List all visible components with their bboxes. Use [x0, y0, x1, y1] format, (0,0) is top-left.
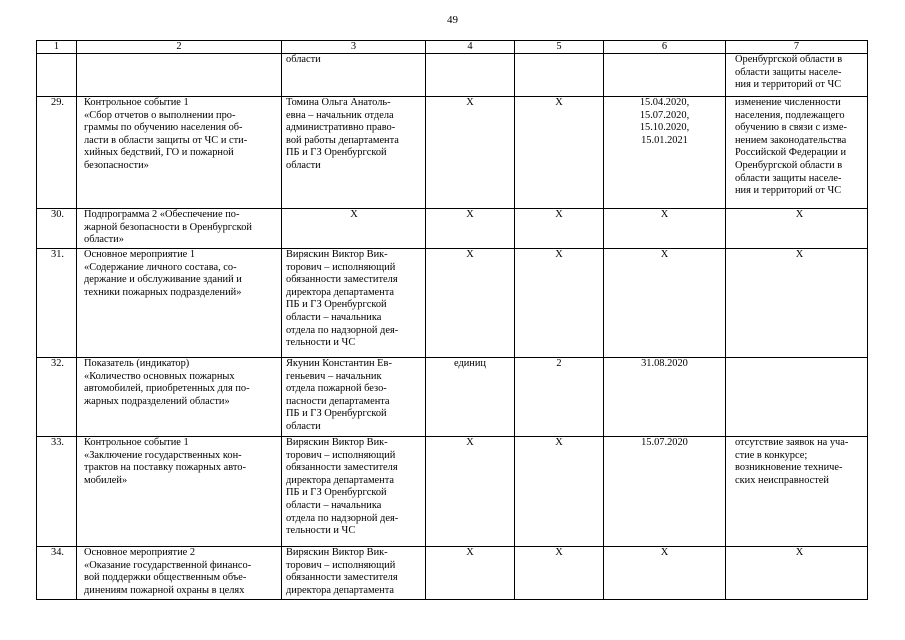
row-number: 34.: [37, 547, 77, 600]
row-number: [37, 54, 77, 97]
risk-cell: Х: [726, 547, 868, 600]
table-row: [37, 97, 868, 209]
header-cell: 7: [726, 41, 868, 54]
col4-cell: Х: [426, 249, 515, 358]
date-cell: 15.04.2020, 15.07.2020, 15.10.2020, 15.01.2021: [604, 97, 726, 209]
col5-cell: Х: [515, 209, 604, 249]
responsible-cell: Томина Ольга Анатоль- евна – начальник отдела административно право- вой работы департамента ПБ и ГЗ Оренбургской области: [282, 97, 426, 209]
page-number: 49: [447, 14, 458, 26]
col4-cell: Х: [426, 209, 515, 249]
date-cell: Х: [604, 547, 726, 600]
header-cell: 2: [77, 41, 282, 54]
description-cell: Контрольное событие 1 «Сбор отчетов о выполнении про- граммы по обучению населения об- ласти в области защиты от ЧС и сти- хийных бедствий, ГО и пожарной безопасности»: [77, 97, 282, 209]
col4-cell: Х: [426, 97, 515, 209]
responsible-cell: области: [282, 54, 426, 97]
description-cell: Контрольное событие 1 «Заключение государственных кон- трактов на поставку пожарных авто- мобилей»: [77, 437, 282, 547]
description-cell: Подпрограмма 2 «Обеспечение по- жарной безопасности в Оренбургской области»: [77, 209, 282, 249]
date-cell: [604, 54, 726, 97]
risk-cell: изменение численности населения, подлежащего обучению в связи с изме- нением законодательства Российской Федерации и Оренбургской области в области защиты населе- ния и территорий от ЧС: [726, 97, 868, 209]
header-cell: 3: [282, 41, 426, 54]
row-number: 29.: [37, 97, 77, 209]
row-number: 32.: [37, 358, 77, 437]
table-row: [37, 547, 868, 600]
header-cell: 6: [604, 41, 726, 54]
col5-cell: Х: [515, 97, 604, 209]
col5-cell: Х: [515, 437, 604, 547]
col5-cell: Х: [515, 547, 604, 600]
header-cell: 5: [515, 41, 604, 54]
risk-cell: Х: [726, 249, 868, 358]
date-cell: Х: [604, 209, 726, 249]
responsible-cell: Виряскин Виктор Вик- торович – исполняющий обязанности заместителя директора департамента ПБ и ГЗ Оренбургской области – начальника отдела по надзорной дея- тельности и ЧС: [282, 249, 426, 358]
col4-cell: [426, 54, 515, 97]
date-cell: Х: [604, 249, 726, 358]
risk-cell: Х: [726, 209, 868, 249]
risk-cell: Оренбургской области в области защиты населе- ния и территорий от ЧС: [726, 54, 868, 97]
description-cell: [77, 54, 282, 97]
col4-cell: Х: [426, 547, 515, 600]
description-cell: Основное мероприятие 2 «Оказание государственной финансо- вой поддержки общественным объе- динениям пожарной охраны в целях: [77, 547, 282, 600]
table-row: [37, 54, 868, 97]
header-cell: 4: [426, 41, 515, 54]
responsible-cell: Якунин Константин Ев- геньевич – начальник отдела пожарной безо- пасности департамента ПБ и ГЗ Оренбургской области: [282, 358, 426, 437]
plan-table: [36, 40, 868, 600]
responsible-cell: Х: [282, 209, 426, 249]
description-cell: Основное мероприятие 1 «Содержание личного состава, со- держание и обслуживание зданий и техники пожарных подразделений»: [77, 249, 282, 358]
table-row: [37, 437, 868, 547]
risk-cell: отсутствие заявок на уча- стие в конкурсе; возникновение техниче- ских неисправностей: [726, 437, 868, 547]
row-number: 33.: [37, 437, 77, 547]
row-number: 30.: [37, 209, 77, 249]
date-cell: 15.07.2020: [604, 437, 726, 547]
col4-cell: Х: [426, 437, 515, 547]
unit-cell: единиц: [426, 358, 515, 437]
responsible-cell: Виряскин Виктор Вик- торович – исполняющий обязанности заместителя директора департамента: [282, 547, 426, 600]
risk-cell: [726, 358, 868, 437]
table-row: [37, 358, 868, 437]
col5-cell: [515, 54, 604, 97]
date-cell: 31.08.2020: [604, 358, 726, 437]
description-cell: Показатель (индикатор) «Количество основных пожарных автомобилей, приобретенных для по- жарных подразделений области»: [77, 358, 282, 437]
header-cell: 1: [37, 41, 77, 54]
table-header-row: [37, 41, 868, 54]
table-row: [37, 209, 868, 249]
row-number: 31.: [37, 249, 77, 358]
responsible-cell: Виряскин Виктор Вик- торович – исполняющий обязанности заместителя директора департамента ПБ и ГЗ Оренбургской области – начальника отдела по надзорной дея- тельности и ЧС: [282, 437, 426, 547]
table-row: [37, 249, 868, 358]
value-cell: 2: [515, 358, 604, 437]
col5-cell: Х: [515, 249, 604, 358]
